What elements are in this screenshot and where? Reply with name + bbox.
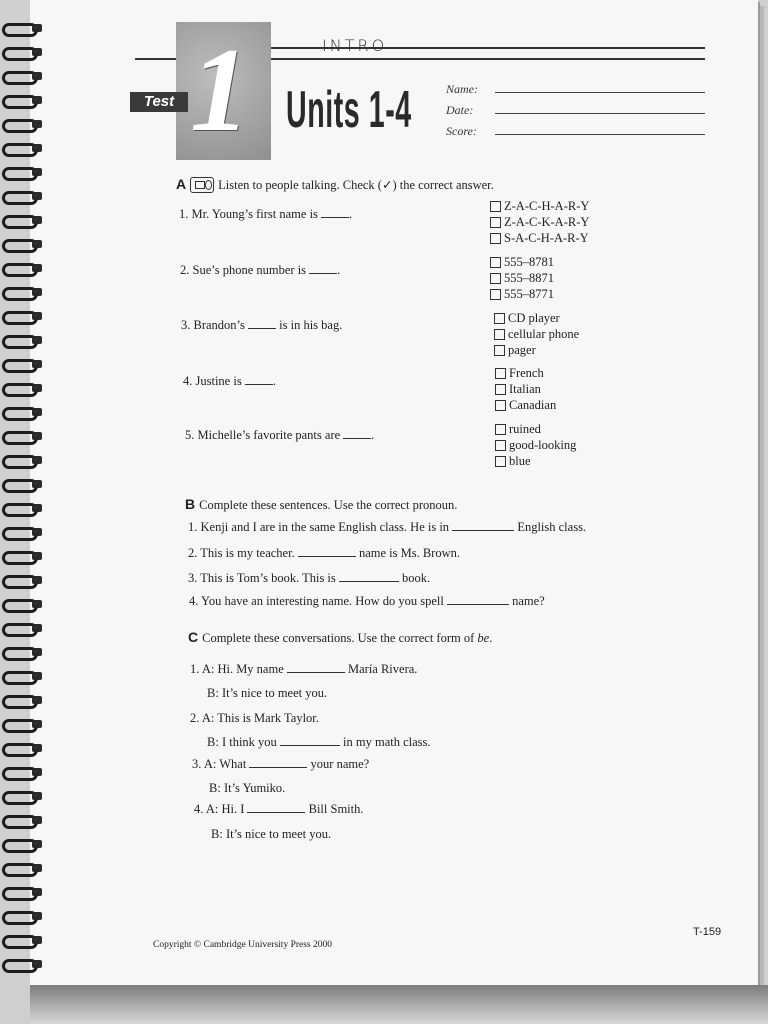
checkbox[interactable]: [494, 345, 505, 356]
dialog-line-b: [211, 827, 331, 842]
option-label: 555–8871: [504, 270, 554, 285]
dialog-text-end: your name?: [310, 757, 370, 771]
page-number: T-159: [693, 926, 722, 938]
spiral-coil: [2, 908, 42, 922]
dialog-text: It’s nice to meet you.: [225, 827, 332, 841]
answer-blank[interactable]: [452, 529, 514, 531]
answer-blank[interactable]: [343, 437, 371, 439]
option-label: 555–8781: [504, 254, 554, 269]
date-field[interactable]: [495, 113, 705, 114]
dialog-text: What: [219, 757, 247, 771]
checkbox[interactable]: [490, 273, 501, 284]
answer-blank[interactable]: [321, 216, 349, 218]
answer-blank[interactable]: [248, 327, 276, 329]
spiral-coil: [2, 572, 42, 586]
test-label: Test: [130, 92, 188, 112]
question-text-end: .: [349, 207, 353, 221]
spiral-coil: [2, 956, 42, 970]
sentence-text: You have an interesting name. How do you spell: [201, 594, 444, 608]
spiral-coil: [2, 740, 42, 754]
sentence-item: [188, 546, 460, 561]
spiral-coil: [2, 68, 42, 82]
checkbox[interactable]: [495, 368, 506, 379]
conversation-number: 4.: [194, 802, 204, 816]
option-label: CD player: [508, 310, 560, 325]
sentence-number: 3.: [188, 571, 198, 585]
option-label: Z-A-C-K-A-R-Y: [504, 214, 590, 229]
spiral-binding: [0, 20, 44, 980]
spiral-coil: [2, 332, 42, 346]
question-text: Justine is: [195, 374, 242, 388]
spiral-coil: [2, 884, 42, 898]
sentence-number: 1.: [188, 520, 198, 534]
spiral-coil: [2, 692, 42, 706]
sentence-text: This is my teacher.: [200, 546, 295, 560]
spiral-coil: [2, 164, 42, 178]
answer-option[interactable]: [494, 310, 579, 326]
checkbox[interactable]: [494, 313, 505, 324]
dialog-text-end: María Rivera.: [348, 662, 418, 676]
spiral-coil: [2, 188, 42, 202]
section-b-instruction: Complete these sentences. Use the correct pronoun.: [199, 498, 458, 512]
speaker-a-label: A:: [201, 711, 215, 725]
page-shadow: [30, 985, 768, 1024]
question-number: 4.: [183, 374, 193, 388]
section-a-instruction: Listen to people talking. Check (✓) the correct answer.: [218, 178, 494, 192]
sentence-item: [188, 520, 586, 535]
spiral-coil: [2, 620, 42, 634]
dialog-line-a: [190, 662, 417, 677]
checkbox[interactable]: [490, 257, 501, 268]
conversation-number: 3.: [192, 757, 202, 771]
answer-option[interactable]: [490, 286, 554, 302]
question-text: Brandon’s: [193, 318, 245, 332]
answer-option[interactable]: [490, 270, 554, 286]
spiral-coil: [2, 452, 42, 466]
answer-blank[interactable]: [447, 603, 509, 605]
dialog-line-b: [207, 735, 431, 750]
spiral-coil: [2, 404, 42, 418]
audio-icon: [190, 177, 214, 193]
answer-option[interactable]: [490, 254, 554, 270]
sentence-text-end: book.: [402, 571, 431, 585]
score-field[interactable]: [495, 134, 705, 135]
option-label: Italian: [509, 381, 541, 396]
question-number: 3.: [181, 318, 191, 332]
answer-option[interactable]: [490, 230, 589, 246]
question-item: [179, 207, 352, 222]
spiral-coil: [2, 836, 42, 850]
question-number: 1.: [179, 207, 189, 221]
sentence-text-end: name?: [512, 594, 545, 608]
section-a-heading: [176, 176, 494, 194]
answer-blank[interactable]: [280, 744, 340, 746]
question-item: [181, 318, 342, 333]
speaker-a-label: A:: [203, 757, 217, 771]
date-label: Date:: [446, 103, 474, 117]
option-label: Z-A-C-H-A-R-Y: [504, 198, 590, 213]
spiral-coil: [2, 380, 42, 394]
speaker-a-label: A:: [205, 802, 219, 816]
dialog-text: It’s Yumiko.: [223, 781, 286, 795]
section-c-instruction: [202, 631, 492, 645]
sentence-text-end: English class.: [517, 520, 587, 534]
spiral-coil: [2, 524, 42, 538]
units-title: Units 1-4: [286, 81, 412, 139]
question-text-end: is in his bag.: [279, 318, 343, 332]
spiral-coil: [2, 236, 42, 250]
answer-blank[interactable]: [245, 383, 273, 385]
name-field[interactable]: [495, 92, 705, 93]
sentence-text: This is Tom’s book. This is: [200, 571, 336, 585]
copyright-notice: Copyright © Cambridge University Press 2000: [153, 940, 332, 950]
answer-option[interactable]: [494, 326, 579, 342]
checkbox[interactable]: [490, 289, 501, 300]
dialog-line-a: [194, 802, 364, 817]
section-c-instruction-text: Complete these conversations. Use the correct form of: [202, 631, 475, 645]
dialog-line-b: [207, 686, 327, 701]
option-group: [495, 365, 556, 413]
spiral-coil: [2, 644, 42, 658]
spiral-coil: [2, 812, 42, 826]
spiral-coil: [2, 260, 42, 274]
option-label: Canadian: [509, 397, 557, 412]
answer-blank[interactable]: [287, 671, 345, 673]
speaker-b-label: B:: [209, 781, 221, 795]
option-group: [490, 254, 554, 302]
option-label: French: [509, 365, 544, 380]
sentence-item: [189, 594, 545, 609]
answer-option[interactable]: [490, 214, 589, 230]
question-text: Michelle’s favorite pants are: [197, 428, 341, 442]
conversation-number: 1.: [190, 662, 200, 676]
answer-blank[interactable]: [247, 811, 305, 813]
dialog-text: It’s nice to meet you.: [221, 686, 328, 700]
spiral-coil: [2, 788, 42, 802]
question-text: Mr. Young’s first name is: [191, 207, 318, 221]
dialog-line-a: [192, 757, 369, 772]
spiral-coil: [2, 476, 42, 490]
spiral-coil: [2, 308, 42, 322]
checkbox[interactable]: [490, 233, 501, 244]
section-b-heading: [185, 496, 457, 514]
name-label: Name:: [446, 82, 478, 96]
spiral-coil: [2, 116, 42, 130]
option-label: pager: [508, 342, 536, 357]
spiral-coil: [2, 356, 42, 370]
question-item: [183, 374, 276, 389]
question-text: Sue’s phone number is: [192, 263, 307, 277]
speaker-b-label: B:: [207, 686, 219, 700]
spiral-coil: [2, 596, 42, 610]
sentence-item: [188, 571, 430, 586]
dialog-text: I think you: [221, 735, 277, 749]
answer-blank[interactable]: [249, 766, 307, 768]
score-label: Score:: [446, 124, 477, 138]
section-c-instruction-word: be: [477, 631, 490, 645]
spiral-coil: [2, 212, 42, 226]
checkbox[interactable]: [495, 440, 506, 451]
spiral-coil: [2, 20, 42, 34]
speaker-b-label: B:: [207, 735, 219, 749]
question-text-end: .: [371, 428, 375, 442]
answer-option[interactable]: [494, 342, 579, 358]
spiral-coil: [2, 716, 42, 730]
spiral-coil: [2, 140, 42, 154]
spiral-coil: [2, 92, 42, 106]
checkbox[interactable]: [495, 384, 506, 395]
option-label: S-A-C-H-A-R-Y: [504, 230, 589, 245]
option-group: [494, 310, 579, 358]
question-text-end: .: [337, 263, 341, 277]
section-c-letter: C: [188, 629, 199, 645]
speaker-b-label: B:: [211, 827, 223, 841]
dialog-text-end: Bill Smith.: [308, 802, 364, 816]
checkbox[interactable]: [495, 456, 506, 467]
answer-blank[interactable]: [339, 580, 399, 582]
checkbox[interactable]: [490, 217, 501, 228]
dialog-text-end: in my math class.: [343, 735, 431, 749]
section-a-letter: A: [176, 176, 187, 192]
answer-option[interactable]: [495, 365, 556, 381]
question-item: [180, 263, 340, 278]
spiral-coil: [2, 428, 42, 442]
spiral-coil: [2, 548, 42, 562]
sentence-number: 4.: [189, 594, 199, 608]
option-label: ruined: [509, 421, 541, 436]
speaker-a-label: A:: [201, 662, 215, 676]
answer-option[interactable]: [495, 453, 576, 469]
answer-option[interactable]: [490, 198, 589, 214]
question-text-end: .: [272, 374, 276, 388]
answer-option[interactable]: [495, 437, 576, 453]
checkbox[interactable]: [490, 201, 501, 212]
spiral-coil: [2, 44, 42, 58]
option-group: [495, 421, 576, 469]
sentence-number: 2.: [188, 546, 198, 560]
dialog-text: Hi. I: [221, 802, 245, 816]
dialog-text: Hi. My name: [217, 662, 284, 676]
spiral-coil: [2, 932, 42, 946]
dialog-line-b: [209, 781, 285, 796]
spiral-coil: [2, 860, 42, 874]
section-c-heading: [188, 629, 492, 647]
sentence-text-end: name is Ms. Brown.: [358, 546, 460, 560]
checkbox[interactable]: [495, 400, 506, 411]
checkbox[interactable]: [494, 329, 505, 340]
option-group: [490, 198, 589, 246]
option-label: blue: [509, 453, 531, 468]
dialog-text: This is Mark Taylor.: [217, 711, 319, 725]
conversation-number: 2.: [190, 711, 200, 725]
answer-blank[interactable]: [298, 555, 356, 557]
answer-blank[interactable]: [309, 272, 337, 274]
answer-option[interactable]: [495, 421, 576, 437]
option-label: good-looking: [509, 437, 577, 452]
spiral-coil: [2, 284, 42, 298]
intro-title: INTRO: [322, 36, 388, 55]
spiral-coil: [2, 500, 42, 514]
question-number: 2.: [180, 263, 190, 277]
question-number: 5.: [185, 428, 195, 442]
sentence-text: Kenji and I are in the same English class. He is in: [200, 520, 450, 534]
worksheet-page: [30, 0, 758, 985]
dialog-line-a: [190, 711, 319, 726]
checkbox[interactable]: [495, 424, 506, 435]
question-item: [185, 428, 374, 443]
option-label: cellular phone: [508, 326, 580, 341]
section-b-letter: B: [185, 496, 196, 512]
spiral-coil: [2, 764, 42, 778]
answer-option[interactable]: [495, 397, 556, 413]
option-label: 555–8771: [504, 286, 554, 301]
section-c-instruction-end: .: [489, 631, 493, 645]
test-number: 1: [190, 23, 250, 156]
spiral-coil: [2, 668, 42, 682]
answer-option[interactable]: [495, 381, 556, 397]
